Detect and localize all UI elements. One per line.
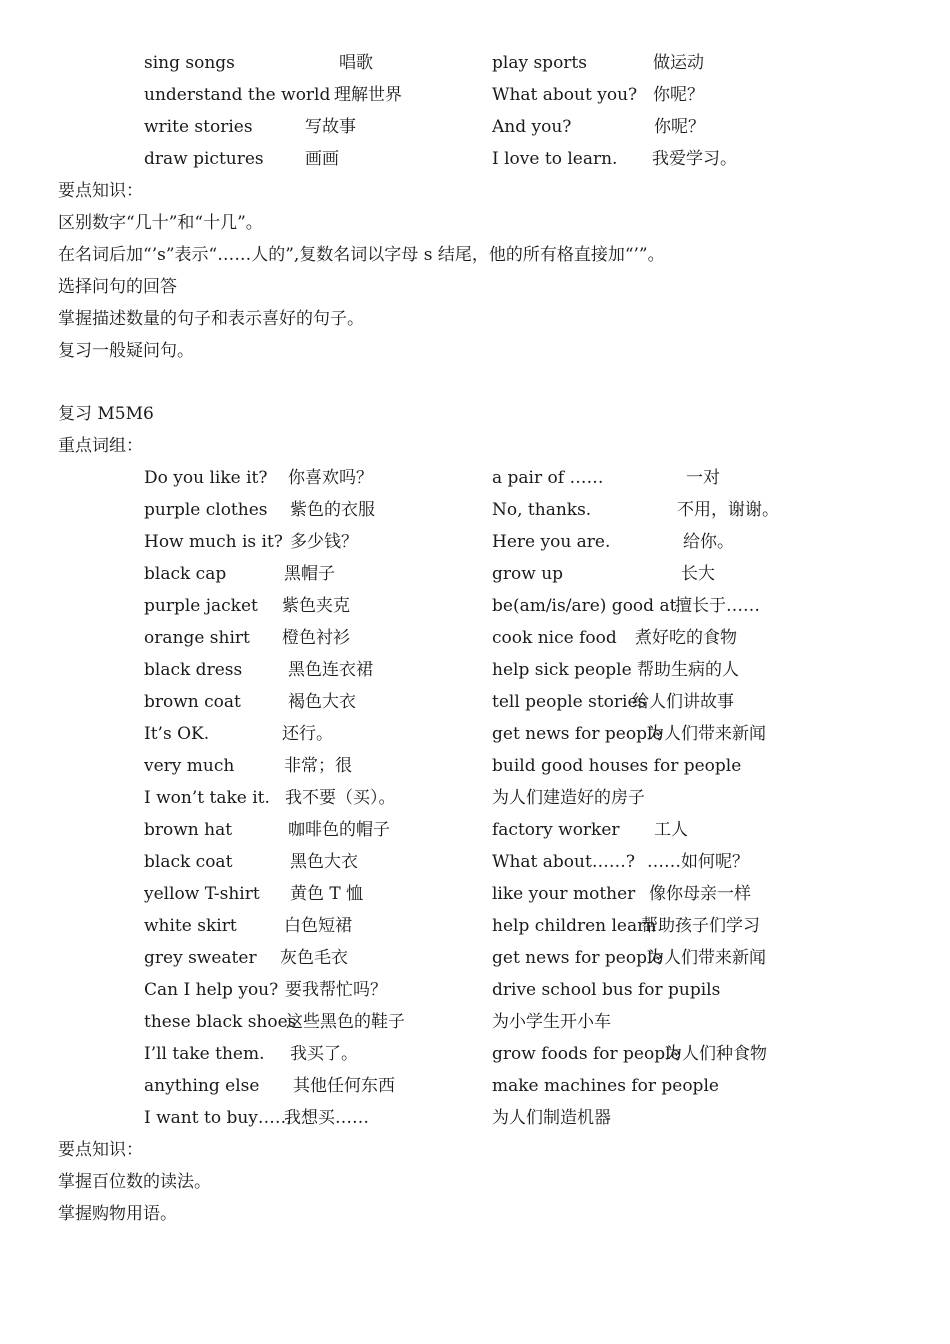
- vocab-en: sing songs: [144, 53, 235, 73]
- vocab-en: I want to buy……: [144, 1108, 292, 1128]
- vocab-en: grow foods for people: [492, 1044, 681, 1064]
- vocab-row: [0, 1102, 950, 1134]
- vocab-en: 为人们制造机器: [492, 1108, 611, 1128]
- vocab-zh: 褐色大衣: [288, 692, 356, 712]
- vocab-zh: 工人: [654, 820, 688, 840]
- point-item: 选择问句的回答: [58, 277, 177, 297]
- vocab-row: [0, 558, 950, 590]
- vocab-en: What about……?: [492, 852, 635, 872]
- vocab-row: [0, 79, 950, 111]
- vocab-en: orange shirt: [144, 628, 250, 648]
- vocab-zh: 多少钱？: [290, 532, 358, 552]
- vocab-zh: 一对: [686, 468, 720, 488]
- points-heading: 要点知识：: [58, 181, 143, 201]
- vocab-en: a pair of ……: [492, 468, 604, 488]
- vocab-zh: 其他任何东西: [293, 1076, 395, 1096]
- vocab-zh: 紫色的衣服: [290, 500, 375, 520]
- vocab-zh: 我想买……: [284, 1108, 369, 1128]
- vocab-en: like your mother: [492, 884, 636, 904]
- vocab-row: [0, 143, 950, 175]
- vocab-zh: 黄色 T 恤: [290, 884, 364, 904]
- vocab-zh: 给人们讲故事: [632, 692, 734, 712]
- vocab-zh: 我爱学习。: [652, 149, 737, 169]
- vocab-en: draw pictures: [144, 149, 264, 169]
- vocab-en: And you?: [492, 117, 572, 137]
- vocab-zh: 橙色衬衫: [282, 628, 350, 648]
- vocab-en: It’s OK.: [144, 724, 210, 744]
- vocab-zh: 擅长于……: [675, 596, 760, 616]
- vocab-zh: 长大: [681, 564, 715, 584]
- vocab-en: grey sweater: [144, 948, 257, 968]
- point-item: 复习一般疑问句。: [58, 341, 194, 361]
- vocab-row: [0, 590, 950, 622]
- vocab-en: very much: [144, 756, 235, 776]
- vocab-en: make machines for people: [492, 1076, 719, 1096]
- vocab-zh: 煮好吃的食物: [635, 628, 737, 648]
- vocab-en: black coat: [144, 852, 233, 872]
- vocab-en: Here you are.: [492, 532, 611, 552]
- vocab-en: purple clothes: [144, 500, 268, 520]
- vocab-row: [0, 526, 950, 558]
- vocab-row: [0, 494, 950, 526]
- vocab-en: Can I help you?: [144, 980, 279, 1000]
- vocab-row: [0, 1038, 950, 1070]
- vocab-zh: 你呢？: [653, 85, 704, 105]
- vocab-zh: 我买了。: [290, 1044, 358, 1064]
- vocab-en: get news for people: [492, 948, 663, 968]
- vocab-zh: 帮助生病的人: [637, 660, 739, 680]
- vocab-row: [0, 462, 950, 494]
- vocab-en: I love to learn.: [492, 149, 618, 169]
- vocab-en: I’ll take them.: [144, 1044, 265, 1064]
- vocab-en: No, thanks.: [492, 500, 592, 520]
- vocab-zh: 你呢？: [654, 117, 705, 137]
- vocab-zh: 理解世界: [334, 85, 402, 105]
- vocab-row: [0, 622, 950, 654]
- vocab-row: [0, 686, 950, 718]
- point-item: 在名词后加“’s”表示“……人的”,复数名词以字母 s 结尾，他的所有格直接加“’”。: [58, 245, 665, 265]
- vocab-en: How much is it?: [144, 532, 283, 552]
- vocab-zh: 灰色毛衣: [280, 948, 348, 968]
- vocab-zh: 帮助孩子们学习: [641, 916, 760, 936]
- vocab-row: [0, 654, 950, 686]
- vocab-zh: ……如何呢？: [647, 852, 749, 872]
- vocab-en: get news for people: [492, 724, 663, 744]
- vocab-zh: 非常；很: [284, 756, 352, 776]
- vocab-row: [0, 1070, 950, 1102]
- vocab-zh: 画画: [305, 149, 339, 169]
- vocab-en: drive school bus for pupils: [492, 980, 721, 1000]
- vocab-en: What about you?: [492, 85, 638, 105]
- vocab-zh: 唱歌: [339, 53, 373, 73]
- phrases-heading: 重点词组：: [58, 436, 143, 456]
- vocab-zh: 要我帮忙吗？: [285, 980, 387, 1000]
- vocab-row: [0, 111, 950, 143]
- vocab-en: be(am/is/are) good at: [492, 596, 677, 616]
- vocab-en: factory worker: [492, 820, 620, 840]
- vocab-en: anything else: [144, 1076, 260, 1096]
- vocab-zh: 黑色连衣裙: [288, 660, 373, 680]
- vocab-zh: 为人们种食物: [665, 1044, 767, 1064]
- vocab-zh: 像你母亲一样: [649, 884, 751, 904]
- vocab-en: these black shoes: [144, 1012, 297, 1032]
- vocab-en: write stories: [144, 117, 253, 137]
- vocab-row: [0, 750, 950, 782]
- vocab-row: [0, 718, 950, 750]
- points-heading: 要点知识：: [58, 1140, 143, 1160]
- vocab-en: 为小学生开小车: [492, 1012, 611, 1032]
- vocab-en: 为人们建造好的房子: [492, 788, 645, 808]
- vocab-row: [0, 1006, 950, 1038]
- vocab-en: help children learn: [492, 916, 657, 936]
- point-item: 掌握描述数量的句子和表示喜好的句子。: [58, 309, 364, 329]
- section-title: 复习 M5M6: [58, 404, 154, 424]
- vocab-en: build good houses for people: [492, 756, 742, 776]
- vocab-en: cook nice food: [492, 628, 617, 648]
- vocab-en: purple jacket: [144, 596, 258, 616]
- vocab-zh: 黑色大衣: [290, 852, 358, 872]
- vocab-zh: 这些黑色的鞋子: [286, 1012, 405, 1032]
- vocab-zh: 为人们带来新闻: [647, 948, 766, 968]
- vocab-en: Do you like it?: [144, 468, 268, 488]
- vocab-en: understand the world: [144, 85, 331, 105]
- vocab-zh: 你喜欢吗？: [288, 468, 373, 488]
- vocab-en: white skirt: [144, 916, 237, 936]
- vocab-row: [0, 782, 950, 814]
- vocab-zh: 不用，谢谢。: [677, 500, 779, 520]
- vocab-en: I won’t take it.: [144, 788, 270, 808]
- vocab-zh: 白色短裙: [284, 916, 352, 936]
- point-item: 掌握百位数的读法。: [58, 1172, 211, 1192]
- vocab-en: grow up: [492, 564, 564, 584]
- vocab-en: brown coat: [144, 692, 241, 712]
- vocab-zh: 为人们带来新闻: [647, 724, 766, 744]
- vocab-zh: 黑帽子: [284, 564, 335, 584]
- vocab-zh: 写故事: [305, 117, 356, 137]
- vocab-en: tell people stories: [492, 692, 647, 712]
- vocab-row: [0, 47, 950, 79]
- vocab-zh: 紫色夹克: [282, 596, 350, 616]
- vocab-en: brown hat: [144, 820, 233, 840]
- vocab-en: help sick people: [492, 660, 632, 680]
- vocab-en: black cap: [144, 564, 227, 584]
- vocab-row: [0, 878, 950, 910]
- vocab-zh: 做运动: [653, 53, 704, 73]
- vocab-zh: 咖啡色的帽子: [288, 820, 390, 840]
- vocab-row: [0, 942, 950, 974]
- vocab-zh: 还行。: [282, 724, 333, 744]
- vocab-zh: 给你。: [683, 532, 734, 552]
- vocab-row: [0, 846, 950, 878]
- vocab-row: [0, 814, 950, 846]
- point-item: 区别数字“几十”和“十几”。: [58, 213, 263, 233]
- point-item: 掌握购物用语。: [58, 1204, 177, 1224]
- vocab-en: black dress: [144, 660, 243, 680]
- vocab-zh: 我不要（买）。: [285, 788, 396, 808]
- vocab-row: [0, 974, 950, 1006]
- vocab-en: yellow T-shirt: [144, 884, 260, 904]
- vocab-row: [0, 910, 950, 942]
- vocab-en: play sports: [492, 53, 587, 73]
